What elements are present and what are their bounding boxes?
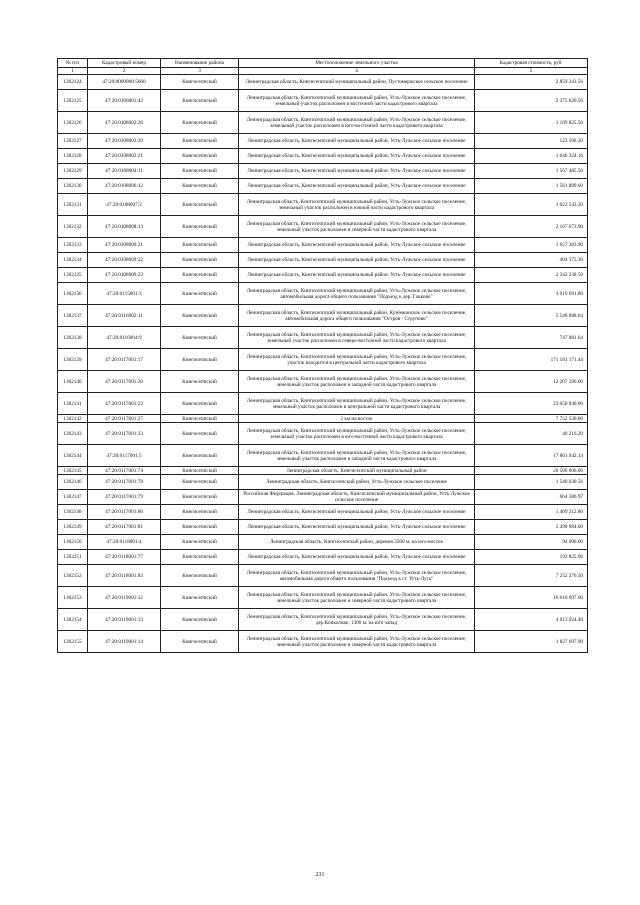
cell-district: Кингисеппский (161, 587, 239, 609)
cell-cadastral-number: 47:20:0117001:80 (88, 505, 161, 520)
cell-location: Ленинградская область, Кингисеппский муниципальный район, Кузёмкинское сельское поселение, автомобильная дорога общего пользования "Остров - Струпово" (239, 305, 475, 327)
header-cell-location: Местоположение земельного участка (239, 59, 475, 68)
cell-location: Ленинградская область, Кингисеппский муниципальный район, Усть-Лужское сельское поселение (239, 149, 475, 164)
header-cell-number: № п/п (58, 59, 88, 68)
cell-district: Кингисеппский (161, 505, 239, 520)
cell-district: Кингисеппский (161, 371, 239, 393)
cell-location: Ленинградская область, Кингисеппский муниципальный район, Усть-Лужское сельское поселение, земельный участок расположен в центральной части кадастрового квартала (239, 393, 475, 415)
table-row (58, 327, 588, 349)
cell-district: Кингисеппский (161, 520, 239, 535)
cell-cadastral-value: 1 657 383.90 (475, 238, 588, 253)
table-row (58, 467, 588, 475)
cell-cadastral-value: 1 046 324.16 (475, 149, 588, 164)
cell-district: Кингисеппский (161, 268, 239, 283)
cell-cadastral-value: 94 000.00 (475, 535, 588, 550)
cell-row-number: 1302153 (58, 587, 88, 609)
cell-row-number: 1302150 (58, 535, 88, 550)
cell-row-number: 1302131 (58, 194, 88, 216)
cell-cadastral-number: 47:20:0117001:20 (88, 371, 161, 393)
cell-district: Кингисеппский (161, 535, 239, 550)
cell-row-number: 1302136 (58, 283, 88, 305)
cell-row-number: 1302155 (58, 631, 88, 653)
cell-cadastral-number: 47:20:0000000:5660 (88, 75, 161, 90)
cell-cadastral-value: 7 252 276.50 (475, 565, 588, 587)
cell-cadastral-value: 2 859 343.56 (475, 75, 588, 90)
cell-cadastral-value: 5 548 888.64 (475, 305, 588, 327)
table-row (58, 149, 588, 164)
cell-cadastral-value: 171 181 171.44 (475, 349, 588, 371)
cell-row-number: 1302132 (58, 216, 88, 238)
cell-location: 2 км на восток (239, 415, 475, 423)
cell-row-number: 1302152 (58, 565, 88, 587)
cell-district: Кингисеппский (161, 550, 239, 565)
table-column-numbers-row (58, 68, 588, 75)
cell-cadastral-value: 23 050 940.00 (475, 393, 588, 415)
cell-cadastral-value: 7 752 530.80 (475, 415, 588, 423)
cell-row-number: 1302149 (58, 520, 88, 535)
cell-location: Ленинградская область, Кингисеппский район, Усть-Лужское сельское поселение (239, 475, 475, 490)
cell-location: Ленинградская область, Кингисеппский муниципальный район, Усть-Лужское сельское поселение, дер.Конколово, 1300 м. на юго-запад (239, 609, 475, 631)
cell-cadastral-number: 47:20:0108007:2 (88, 194, 161, 216)
cell-district: Кингисеппский (161, 609, 239, 631)
cell-cadastral-number: 47:20:0108003:20 (88, 134, 161, 149)
cell-cadastral-value: 1 827 697.90 (475, 631, 588, 653)
cell-row-number: 1302151 (58, 550, 88, 565)
cell-district: Кингисеппский (161, 112, 239, 134)
cell-location: Ленинградская область, Кингисеппский муниципальный район, Усть-Лужское сельское поселение (239, 505, 475, 520)
cell-location: Российская Федерация, Ленинградская область, Кингисеппский муниципальный район, Усть-Лужское сельское поселение (239, 490, 475, 505)
table-row (58, 75, 588, 90)
table-row (58, 505, 588, 520)
cell-location: Ленинградская область, Кингисеппский муниципальный район, Усть-Лужское сельское поселение, земельный участок расположен в юго-восточной части кадастрового квартала (239, 423, 475, 445)
cell-district: Кингисеппский (161, 238, 239, 253)
cell-row-number: 1302130 (58, 179, 88, 194)
table-row (58, 349, 588, 371)
cell-cadastral-number: 47:20:0118001:4 (88, 535, 161, 550)
cell-row-number: 1302124 (58, 75, 88, 90)
cell-location: Ленинградская область, Кингисеппский муниципальный район, Усть-Лужское сельское поселение, земельный участок расположен в западной части кадастрового квартала (239, 371, 475, 393)
cell-district: Кингисеппский (161, 327, 239, 349)
cell-cadastral-number: 47:20:0119001:12 (88, 587, 161, 609)
table-row (58, 550, 588, 565)
table-row (58, 371, 588, 393)
table-row (58, 445, 588, 467)
cell-cadastral-value: 40 216.20 (475, 423, 588, 445)
table-row (58, 520, 588, 535)
cell-location: Ленинградская область, Кингисеппский муниципальный район, Усть-Лужское сельское поселение (239, 164, 475, 179)
table-row (58, 179, 588, 194)
table-row (58, 565, 588, 587)
cell-district: Кингисеппский (161, 475, 239, 490)
cell-cadastral-number: 47:20:0118001:77 (88, 550, 161, 565)
cell-district: Кингисеппский (161, 349, 239, 371)
cell-district: Кингисеппский (161, 305, 239, 327)
column-number: 2 (88, 68, 161, 75)
cell-district: Кингисеппский (161, 149, 239, 164)
cell-cadastral-number: 47:20:0108004:11 (88, 164, 161, 179)
cell-location: Ленинградская область, Кингисеппский муниципальный район, Усть-Лужское сельское поселение, автомобильная дорога общего пользования "Подъезд к дер. Гакково" (239, 283, 475, 305)
cell-cadastral-number: 47:20:0119001:13 (88, 609, 161, 631)
cell-district: Кингисеппский (161, 393, 239, 415)
cell-district: Кингисеппский (161, 490, 239, 505)
cell-row-number: 1302138 (58, 327, 88, 349)
cell-cadastral-value: 1 022 543.20 (475, 194, 588, 216)
table-row (58, 164, 588, 179)
table-row (58, 631, 588, 653)
table-row (58, 268, 588, 283)
cell-district: Кингисеппский (161, 283, 239, 305)
cell-district: Кингисеппский (161, 565, 239, 587)
cell-district: Кингисеппский (161, 423, 239, 445)
cell-cadastral-number: 47:20:0108002:26 (88, 112, 161, 134)
header-cell-cadastral-value: Кадастровая стоимость, руб. (475, 59, 588, 68)
cell-cadastral-number: 47:20:0108009:22 (88, 253, 161, 268)
table-body (58, 75, 588, 653)
page-number: 231 (315, 872, 325, 878)
cell-cadastral-number: 47:20:0117001:23 (88, 393, 161, 415)
cell-location: Ленинградская область, Кингисеппский муниципальный район (239, 467, 475, 475)
cell-row-number: 1302134 (58, 253, 88, 268)
cell-cadastral-value: 2 167 673.90 (475, 216, 588, 238)
cell-location: Ленинградская область, Кингисеппский район, деревня 3500 м. на юго-восток (239, 535, 475, 550)
cell-location: Ленинградская область, Кингисеппский муниципальный район, Пустомержское сельское поселение (239, 75, 475, 90)
cell-district: Кингисеппский (161, 631, 239, 653)
table-row (58, 609, 588, 631)
cell-location: Ленинградская область, Кингисеппский муниципальный район, Усть-Лужское сельское поселение (239, 134, 475, 149)
cell-location: Ленинградская область, Кингисеппский муниципальный район, Усть-Лужское сельское поселение, земельный участок расположен в северной части кадастрового квартала (239, 216, 475, 238)
cell-district: Кингисеппский (161, 216, 239, 238)
cell-cadastral-value: 664 386.97 (475, 490, 588, 505)
cell-cadastral-value: 16 610 097.60 (475, 587, 588, 609)
table-row (58, 490, 588, 505)
table-header-row (58, 59, 588, 68)
cell-row-number: 1302145 (58, 467, 88, 475)
cell-cadastral-number: 47:20:0116004:9 (88, 327, 161, 349)
cell-row-number: 1302144 (58, 445, 88, 467)
cell-cadastral-value: 1 567 485.50 (475, 164, 588, 179)
cell-location: Ленинградская область, Кингисеппский муниципальный район, Усть-Лужское сельское поселение, земельный участок расположен в северо-восточной части кадастрового квартала (239, 327, 475, 349)
cell-district: Кингисеппский (161, 467, 239, 475)
cell-cadastral-number: 47:20:0108003:21 (88, 149, 161, 164)
cell-cadastral-number: 47:20:0119001:14 (88, 631, 161, 653)
cell-cadastral-number: 47:20:0117001:79 (88, 490, 161, 505)
cell-location: Ленинградская область, Кингисеппский муниципальный район, Усть-Лужское сельское поселение, участок находится в центральной части кадастрового квартала (239, 349, 475, 371)
cell-district: Кингисеппский (161, 253, 239, 268)
table-row (58, 283, 588, 305)
cell-cadastral-number: 47:20:0108006:12 (88, 179, 161, 194)
cell-cadastral-number: 47:20:0108008:13 (88, 216, 161, 238)
table-row (58, 535, 588, 550)
header-cell-cadastral-number: Кадастровый номер (88, 59, 161, 68)
cell-location: Ленинградская область, Кингисеппский муниципальный район, Усть-Лужское сельское поселение, земельный участок расположен в северной части кадастрового квартала (239, 631, 475, 653)
cell-row-number: 1302125 (58, 90, 88, 112)
cell-row-number: 1302154 (58, 609, 88, 631)
cell-cadastral-number: 47:20:0117001:78 (88, 475, 161, 490)
cell-row-number: 1302127 (58, 134, 88, 149)
cell-cadastral-value: 747 881.64 (475, 327, 588, 349)
cell-location: Ленинградская область, Кингисеппский муниципальный район, Усть-Лужское сельское поселение (239, 520, 475, 535)
cell-district: Кингисеппский (161, 445, 239, 467)
cell-cadastral-value: 1 561 889.60 (475, 179, 588, 194)
cell-cadastral-number: 47:20:0118001:83 (88, 565, 161, 587)
cell-location: Ленинградская область, Кингисеппский муниципальный район, Усть-Лужское сельское поселение (239, 238, 475, 253)
table-row (58, 216, 588, 238)
cell-location: Ленинградская область, Кингисеппский муниципальный район, Усть-Лужское сельское поселение, земельный участок расположен в южной части кадастрового квартала (239, 194, 475, 216)
table-row (58, 194, 588, 216)
cell-cadastral-number: 47:20:0117001:27 (88, 415, 161, 423)
table-row (58, 415, 588, 423)
table-row (58, 112, 588, 134)
cell-location: Ленинградская область, Кингисеппский муниципальный район, Усть-Лужское сельское поселение (239, 179, 475, 194)
cell-cadastral-value: 2 342 238.50 (475, 268, 588, 283)
table-row (58, 393, 588, 415)
table-row (58, 134, 588, 149)
cell-row-number: 1302135 (58, 268, 88, 283)
cell-cadastral-value: 12 207 390.00 (475, 371, 588, 393)
cell-location: Ленинградская область, Кингисеппский муниципальный район, Усть-Лужское сельское поселение, земельный участок расположен в юго-восточной части кадастрового квартала (239, 112, 475, 134)
cell-cadastral-number: 47:20:0116002:11 (88, 305, 161, 327)
cell-row-number: 1302141 (58, 393, 88, 415)
cell-location: Ленинградская область, Кингисеппский муниципальный район, Усть-Лужское сельское поселение (239, 253, 475, 268)
cell-district: Кингисеппский (161, 164, 239, 179)
cell-location: Ленинградская область, Кингисеппский муниципальный район, Усть-Лужское сельское поселение, автомобильная дорога общего пользования "Подъезд к ст. Усть-Луга" (239, 565, 475, 587)
cell-row-number: 1302126 (58, 112, 88, 134)
cell-district: Кингисеппский (161, 90, 239, 112)
cell-row-number: 1302148 (58, 505, 88, 520)
cell-cadastral-value: 20 506 606.06 (475, 467, 588, 475)
cell-district: Кингисеппский (161, 75, 239, 90)
cell-row-number: 1302147 (58, 490, 88, 505)
cell-district: Кингисеппский (161, 194, 239, 216)
cell-cadastral-number: 47:20:0117001:5 (88, 445, 161, 467)
column-number: 1 (58, 68, 88, 75)
column-number: 5 (475, 68, 588, 75)
column-number: 4 (239, 68, 475, 75)
cell-cadastral-value: 1 109 825.50 (475, 112, 588, 134)
cell-district: Кингисеппский (161, 415, 239, 423)
header-cell-district: Наименование района (161, 59, 239, 68)
cell-cadastral-number: 47:20:0115001:3 (88, 283, 161, 305)
cell-cadastral-value: 2 375 620.56 (475, 90, 588, 112)
cell-location: Ленинградская область, Кингисеппский муниципальный район, Усть-Лужское сельское поселение (239, 550, 475, 565)
table-row (58, 587, 588, 609)
cell-location: Ленинградская область, Кингисеппский муниципальный район, Усть-Лужское сельское поселение, земельный участок расположен в западной части кадастрового квартала (239, 445, 475, 467)
cell-cadastral-number: 47:20:0106001:42 (88, 90, 161, 112)
cell-row-number: 1302129 (58, 164, 88, 179)
cell-row-number: 1302146 (58, 475, 88, 490)
table-row (58, 423, 588, 445)
cell-cadastral-value: 1 540 030.56 (475, 475, 588, 490)
cell-cadastral-number: 47:20:0117001:17 (88, 349, 161, 371)
cell-cadastral-value: 1 409 212.80 (475, 505, 588, 520)
cell-row-number: 1302137 (58, 305, 88, 327)
table-row (58, 238, 588, 253)
cell-row-number: 1302143 (58, 423, 88, 445)
table-row (58, 475, 588, 490)
cell-cadastral-number: 47:20:0117001:33 (88, 423, 161, 445)
cell-cadastral-value: 404 375.30 (475, 253, 588, 268)
cell-district: Кингисеппский (161, 134, 239, 149)
cell-cadastral-value: 123 568.20 (475, 134, 588, 149)
cell-row-number: 1302128 (58, 149, 88, 164)
cell-cadastral-value: 193 825.96 (475, 550, 588, 565)
cell-cadastral-value: 4 910 691.80 (475, 283, 588, 305)
cell-row-number: 1302140 (58, 371, 88, 393)
cell-cadastral-number: 47:20:0117001:81 (88, 520, 161, 535)
cell-cadastral-value: 17 801 942.14 (475, 445, 588, 467)
cell-row-number: 1302139 (58, 349, 88, 371)
cell-cadastral-number: 47:20:0108009:23 (88, 268, 161, 283)
cadastral-value-table (57, 58, 588, 653)
table-row (58, 305, 588, 327)
cell-cadastral-number: 47:20:0108009:21 (88, 238, 161, 253)
cell-district: Кингисеппский (161, 179, 239, 194)
cell-row-number: 1302142 (58, 415, 88, 423)
table-row (58, 90, 588, 112)
cell-cadastral-value: 5 490 984.00 (475, 520, 588, 535)
cell-row-number: 1302133 (58, 238, 88, 253)
document-page (57, 58, 587, 653)
cell-location: Ленинградская область, Кингисеппский муниципальный район, Усть-Лужское сельское поселение, земельный участок расположен в северной части кадастрового квартала (239, 587, 475, 609)
cell-cadastral-number: 47:20:0117001:74 (88, 467, 161, 475)
column-number: 3 (161, 68, 239, 75)
cell-cadastral-value: 4 013 024.40 (475, 609, 588, 631)
cell-location: Ленинградская область, Кингисеппский муниципальный район, Усть-Лужское сельское поселение (239, 268, 475, 283)
cell-location: Ленинградская область, Кингисеппский муниципальный район, Усть-Лужское сельское поселение, земельный участок расположен в восточной части кадастрового квартала (239, 90, 475, 112)
table-row (58, 253, 588, 268)
